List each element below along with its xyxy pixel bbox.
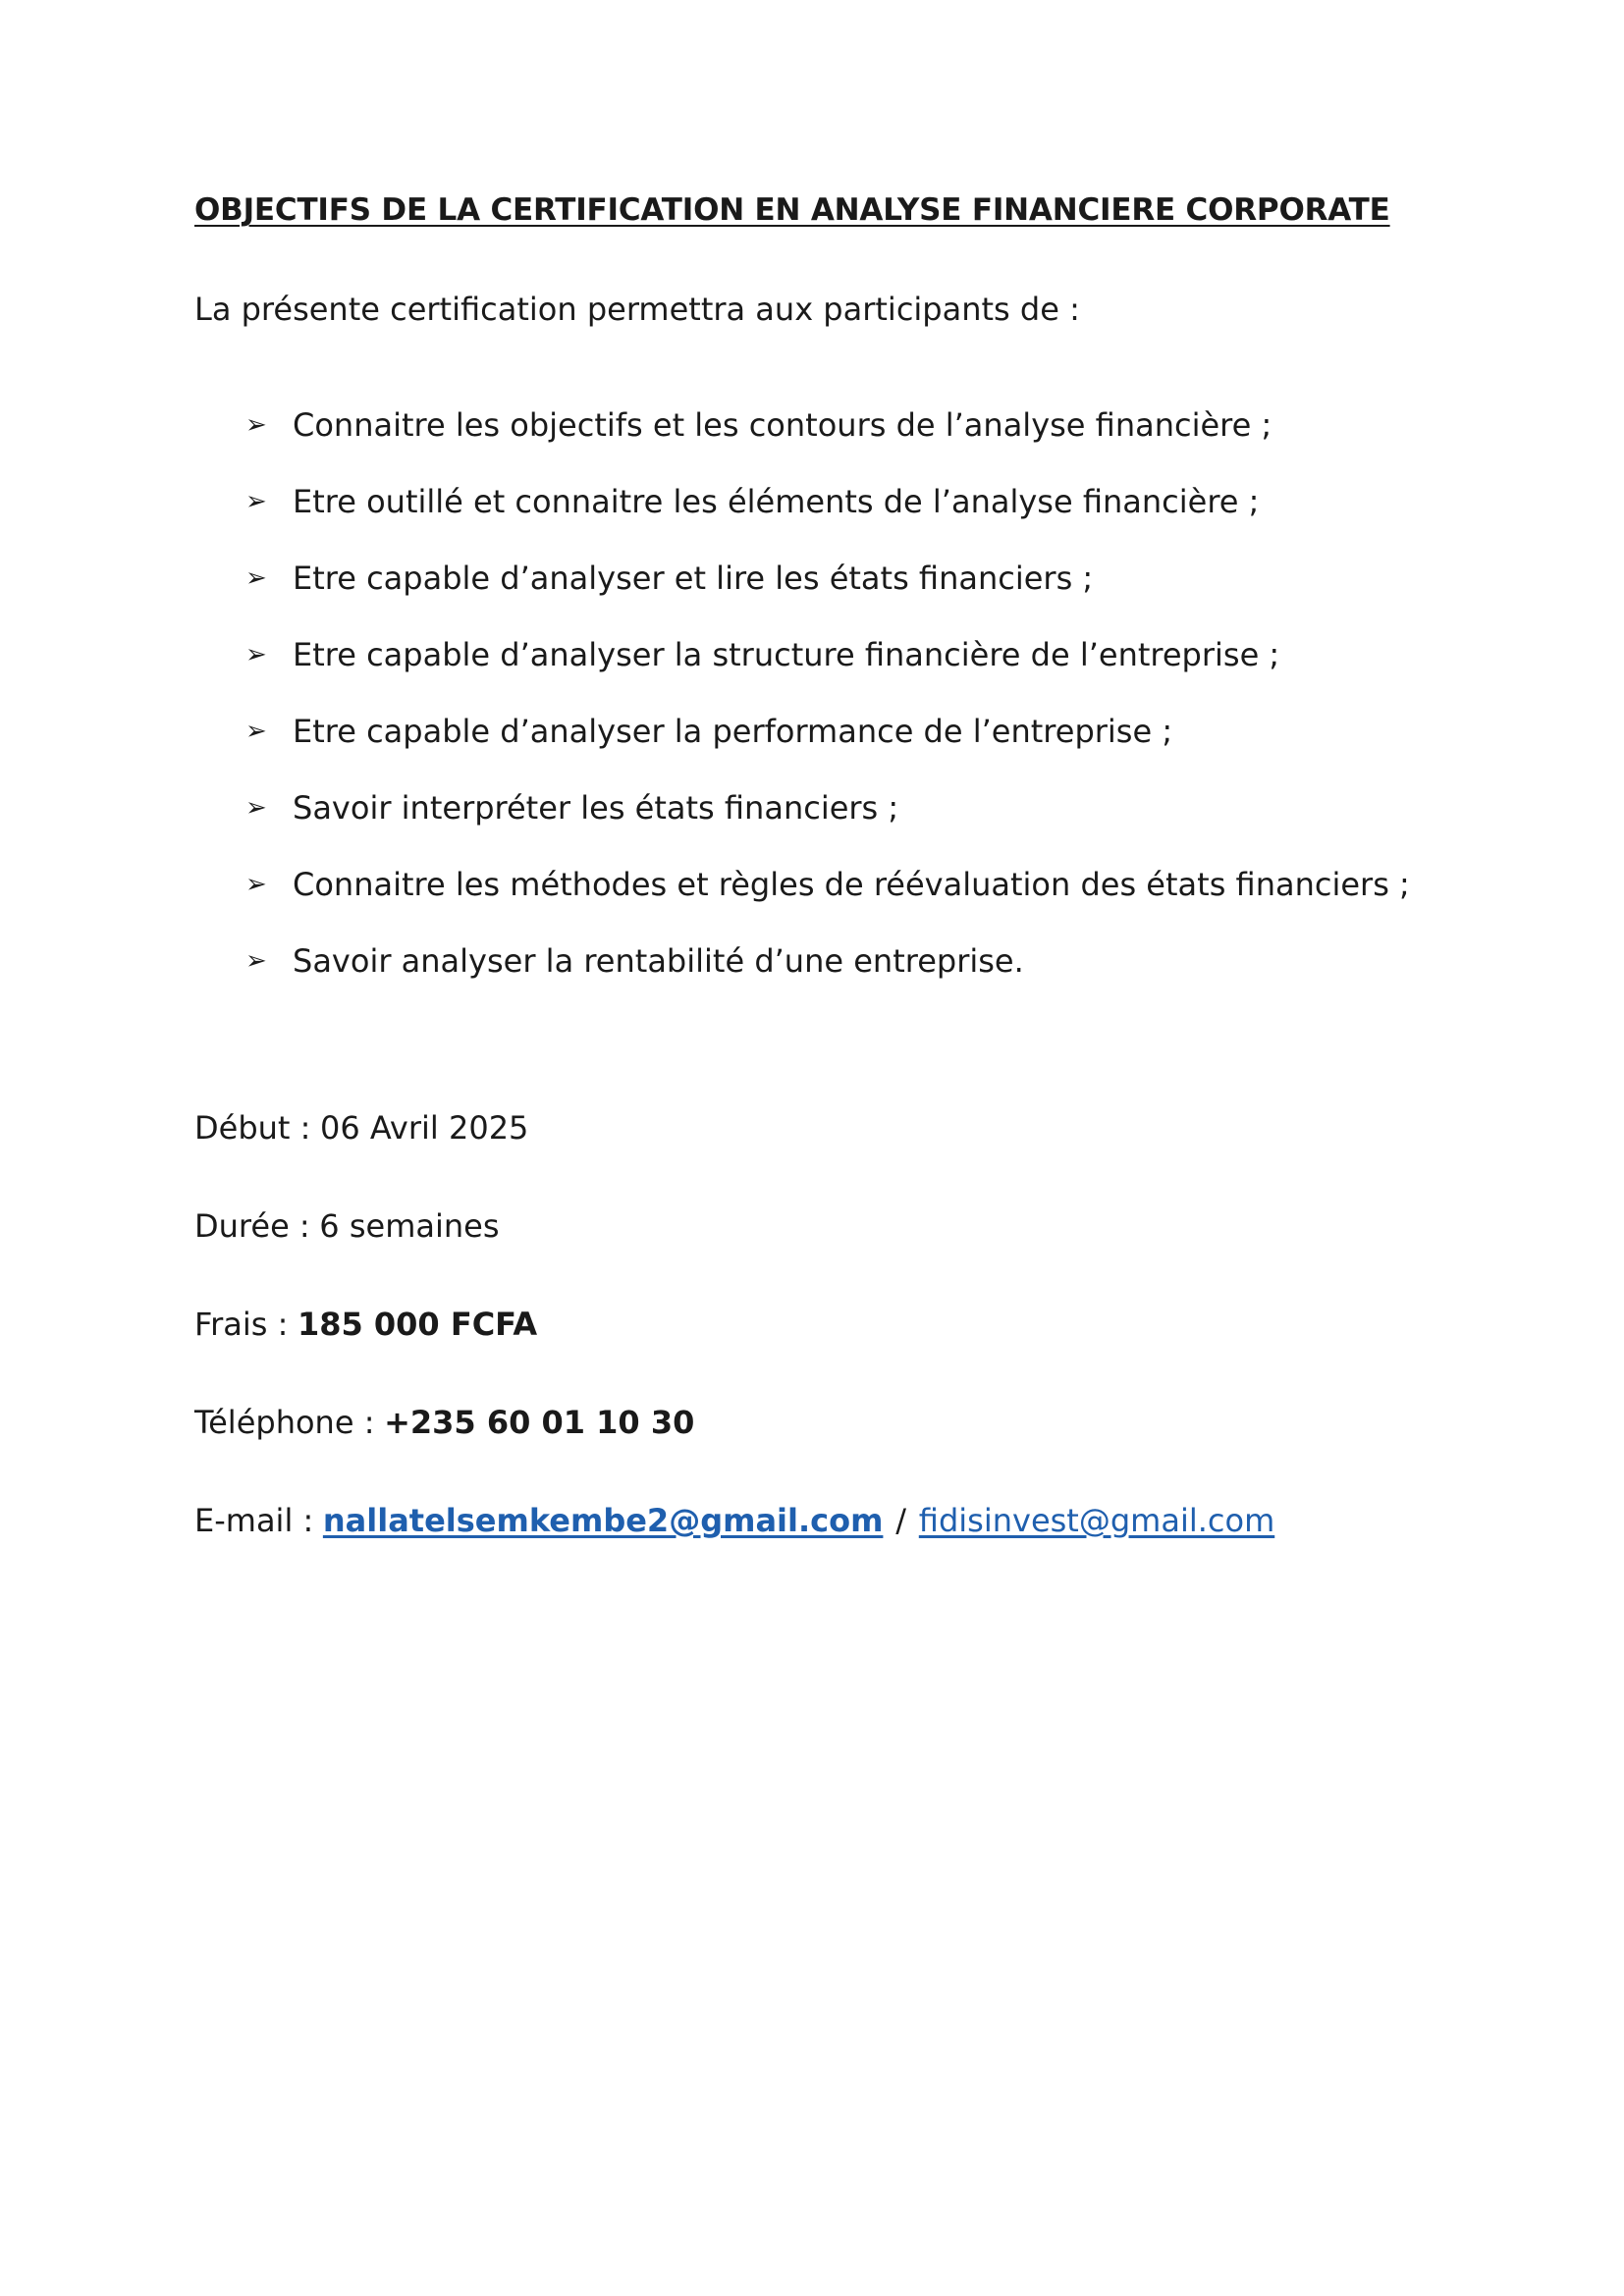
list-item [245, 540, 1410, 616]
duration-label: Durée : [194, 1207, 310, 1245]
phone-value: +235 60 01 10 30 [384, 1404, 695, 1441]
objective-text: Etre capable d’analyser et lire les états financiers ; [293, 560, 1094, 597]
fees-label: Frais : [194, 1306, 289, 1343]
duration-line [194, 1207, 1274, 1306]
arrow-bullet-icon: ➢ [245, 793, 267, 823]
objective-text: Etre capable d’analyser la performance de l’entreprise ; [293, 713, 1173, 750]
phone-line [194, 1404, 1274, 1502]
start-date-label: Début : [194, 1109, 311, 1147]
course-details [194, 1109, 1274, 1600]
list-item [245, 923, 1410, 999]
arrow-bullet-icon: ➢ [245, 487, 267, 516]
arrow-bullet-icon: ➢ [245, 946, 267, 976]
email-separator: / [895, 1502, 906, 1539]
list-item [245, 616, 1410, 693]
objective-text: Savoir interpréter les états financiers ; [293, 789, 899, 827]
start-date-value: 06 Avril 2025 [320, 1109, 529, 1147]
list-item [245, 693, 1410, 770]
arrow-bullet-icon: ➢ [245, 870, 267, 899]
phone-label: Téléphone : [194, 1404, 375, 1441]
start-date-line [194, 1109, 1274, 1207]
page-title: OBJECTIFS DE LA CERTIFICATION EN ANALYSE FINANCIERE CORPORATE [194, 192, 1390, 228]
arrow-bullet-icon: ➢ [245, 717, 267, 746]
arrow-bullet-icon: ➢ [245, 640, 267, 669]
objective-text: Savoir analyser la rentabilité d’une entreprise. [293, 942, 1024, 980]
list-item [245, 463, 1410, 540]
email-line [194, 1502, 1274, 1600]
objective-text: Etre capable d’analyser la structure financière de l’entreprise ; [293, 636, 1280, 673]
list-item [245, 846, 1410, 923]
fees-value: 185 000 FCFA [297, 1306, 538, 1343]
objective-text: Connaitre les méthodes et règles de réévaluation des états financiers ; [293, 866, 1410, 903]
duration-value: 6 semaines [319, 1207, 500, 1245]
email-label: E-mail : [194, 1502, 314, 1539]
objective-text: Connaitre les objectifs et les contours de l’analyse financière ; [293, 406, 1272, 444]
list-item [245, 387, 1410, 463]
arrow-bullet-icon: ➢ [245, 410, 267, 440]
primary-email-link[interactable]: nallatelsemkembe2@gmail.com [322, 1502, 884, 1539]
fees-line [194, 1306, 1274, 1404]
list-item [245, 770, 1410, 846]
objective-text: Etre outillé et connaitre les éléments de l’analyse financière ; [293, 483, 1260, 520]
secondary-email-link[interactable]: fidisinvest@gmail.com [918, 1502, 1275, 1539]
arrow-bullet-icon: ➢ [245, 563, 267, 593]
intro-text: La présente certification permettra aux participants de : [194, 291, 1080, 328]
objectives-list [245, 387, 1410, 999]
